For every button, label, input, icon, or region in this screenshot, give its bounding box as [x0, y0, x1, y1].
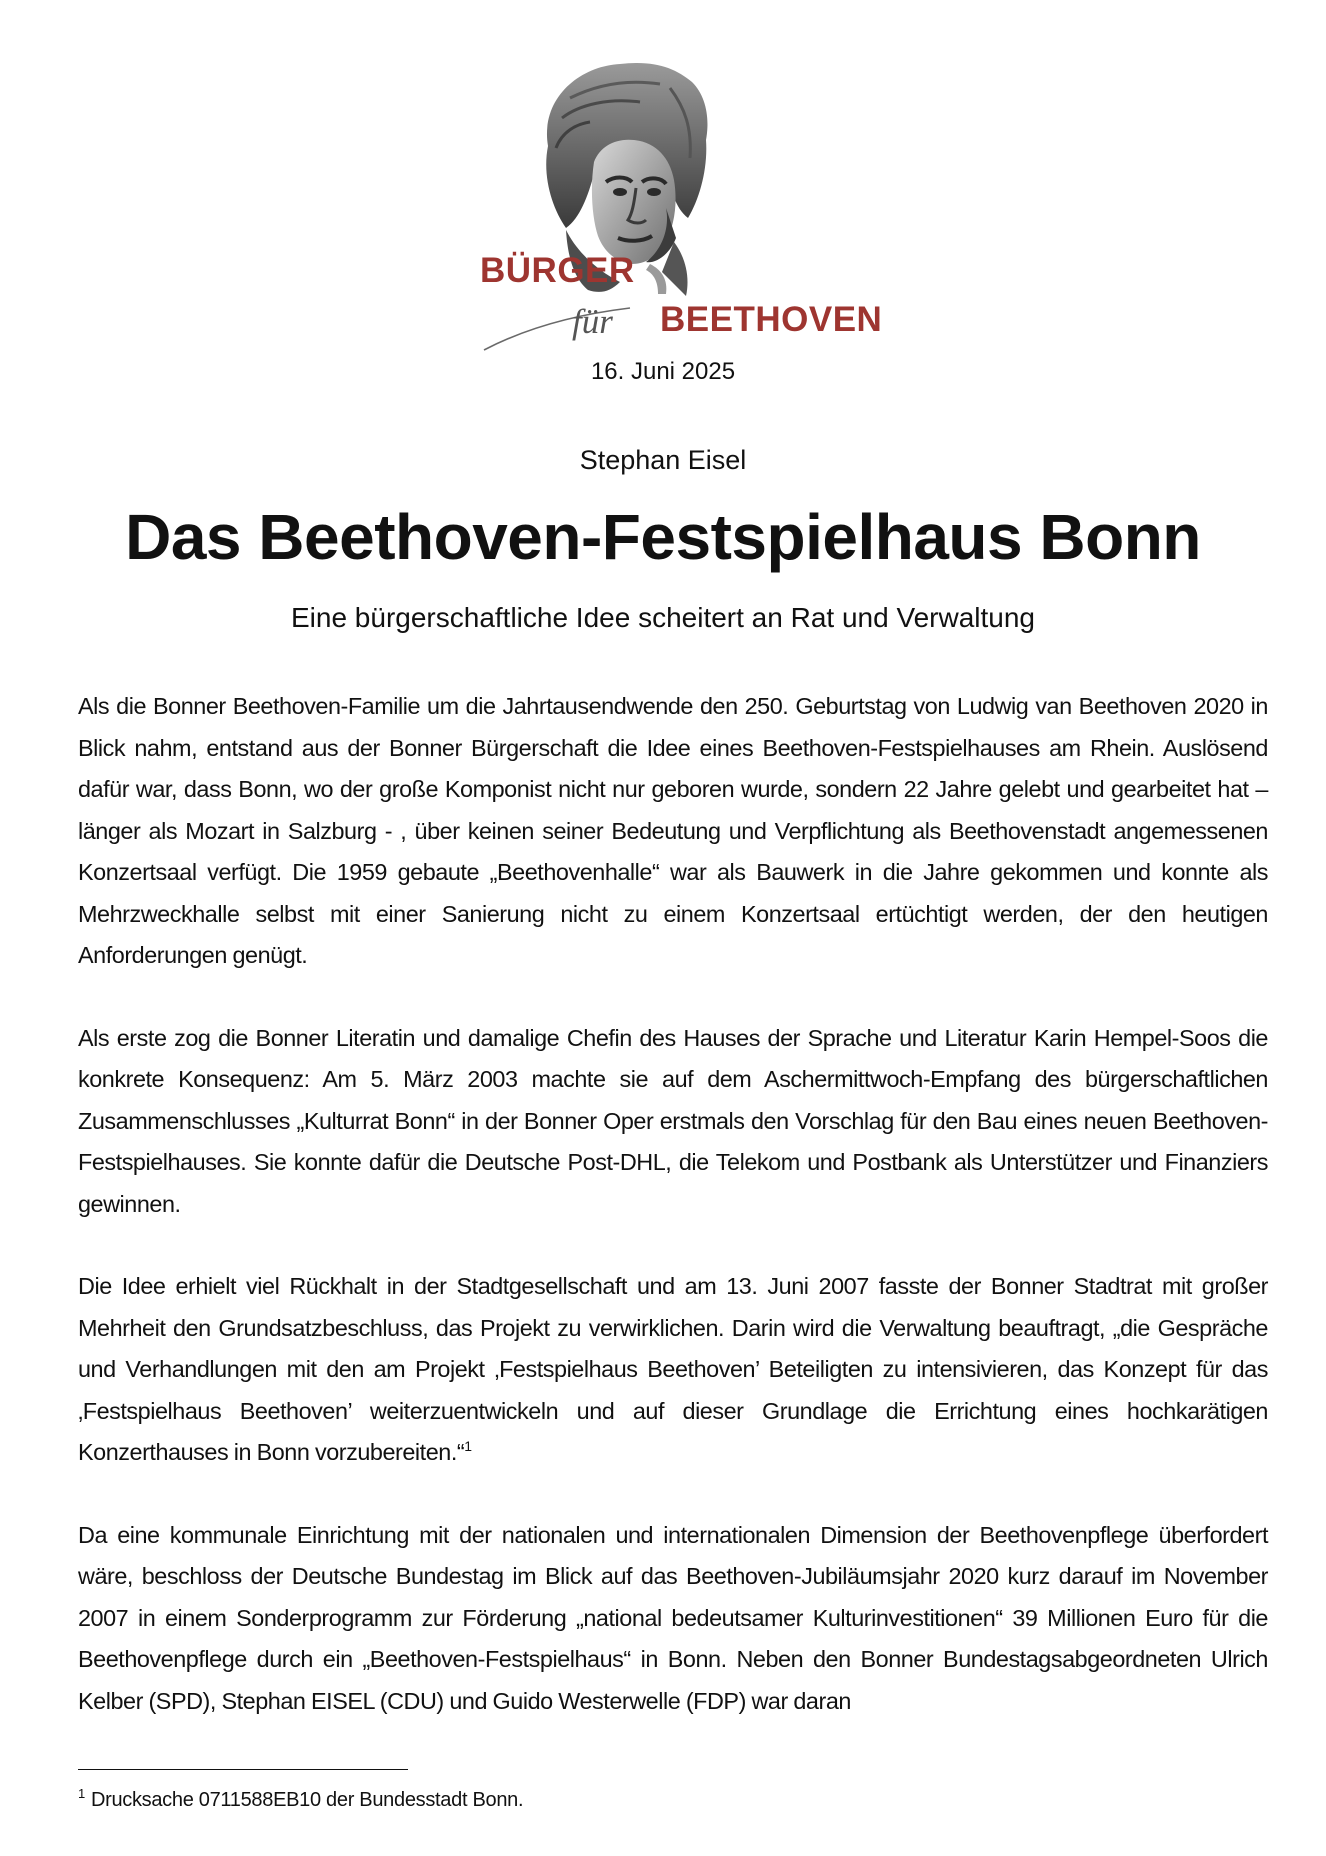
logo-word-fuer: für [572, 302, 613, 341]
paragraph-1 [78, 686, 1268, 977]
footnote-divider [78, 1769, 408, 1770]
paragraph-2-text: Als erste zog die Bonner Literatin und damalige Chefin des Hauses der Sprache und Literatur Karin Hempel-Soos die konkrete Konsequenz: Am 5. März 2003 machte sie auf dem Aschermittwoch-Empfang des bürgerschaftlichen Zusammenschlusses „Kulturrat Bonn“ in der Bonner Oper erstmals den Vorschlag für den Bau eines neuen Beethoven-Festspielhauses. Sie konnte dafür die Deutsche Post-DHL, die Telekom und Postbank als Unterstützer und Finanziers gewinnen. [78, 1024, 1268, 1217]
footnote-number: 1 [78, 1786, 85, 1802]
footnote [78, 1787, 523, 1813]
article-body [78, 686, 1268, 1722]
author-name: Stephan Eisel [579, 445, 747, 475]
paragraph-1-text: Als die Bonner Beethoven-Familie um die Jahrtausendwende den 250. Geburtstag von Ludwig van Beethoven 2020 in Blick nahm, entstand aus der Bonner Bürgerschaft die Idee eines Beethoven-Festspielhauses am Rhein. Auslösend dafür war, dass Bonn, wo der große Komponist nicht nur geboren wurde, sondern 22 Jahre gelebt und gearbeitet hat – länger als Mozart in Salzburg - , über keinen seiner Bedeutung und Verpflichtung als Beethovenstadt angemessenen Konzertsaal verfügt. Die 1959 gebaute „Beethovenhalle“ war als Bauwerk in die Jahre gekommen und konnte als Mehrzweckhalle selbst mit einer Sanierung nicht zu einem Konzertsaal ertüchtigt werden, der den heutigen Anforderungen genügt. [78, 693, 1268, 968]
footnote-reference: 1 [464, 1438, 472, 1455]
paragraph-4 [78, 1515, 1268, 1723]
paragraph-4-text: Da eine kommunale Einrichtung mit der nationalen und internationalen Dimension der Beethovenpflege überfordert wäre, beschloss der Deutsche Bundestag im Blick auf das Beethoven-Jubiläumsjahr 2020 kurz darauf im November 2007 in einem Sonderprogramm zur Förderung „national bedeutsamer Kulturinvestitionen“ 39 Millionen Euro für die Beethovenpflege durch ein „Beethoven-Festspielhaus“ in Bonn. Neben den Bonner Bundestagsabgeordneten Ulrich Kelber (SPD), Stephan EISEL (CDU) und Guido Westerwelle (FDP) war daran [78, 1521, 1268, 1714]
logo-word-beethoven: BEETHOVEN [660, 300, 883, 339]
footnote-text: Drucksache 0711588EB10 der Bundesstadt Bonn. [90, 1789, 524, 1811]
page-subtitle: Eine bürgerschaftliche Idee scheitert an Rat und Verwaltung [290, 602, 1035, 633]
paragraph-3-text: Die Idee erhielt viel Rückhalt in der Stadtgesellschaft und am 13. Juni 2007 fasste der Bonner Stadtrat mit großer Mehrheit den Grundsatzbeschluss, das Projekt zu verwirklichen. Darin wird die Verwaltung beauftragt, „die Gespräche und Verhandlungen mit den am Projekt ‚Festspielhaus Beethoven’ Beteiligten zu intensivieren, das Konzept für das ‚Festspielhaus Beethoven’ weiterzuentwickeln und auf dieser Grundlage die Errichtung eines hochkarätigen Konzerthauses in Bonn vorzubereiten.“ [78, 1273, 1268, 1465]
paragraph-2 [78, 1018, 1268, 1226]
paragraph-3 [78, 1266, 1268, 1474]
page-title: Das Beethoven-Festspielhaus Bonn [125, 501, 1201, 573]
buerger-fuer-beethoven-logo [470, 58, 890, 358]
publication-date: 16. Juni 2025 [590, 358, 736, 385]
logo-word-buerger: BÜRGER [480, 251, 635, 290]
